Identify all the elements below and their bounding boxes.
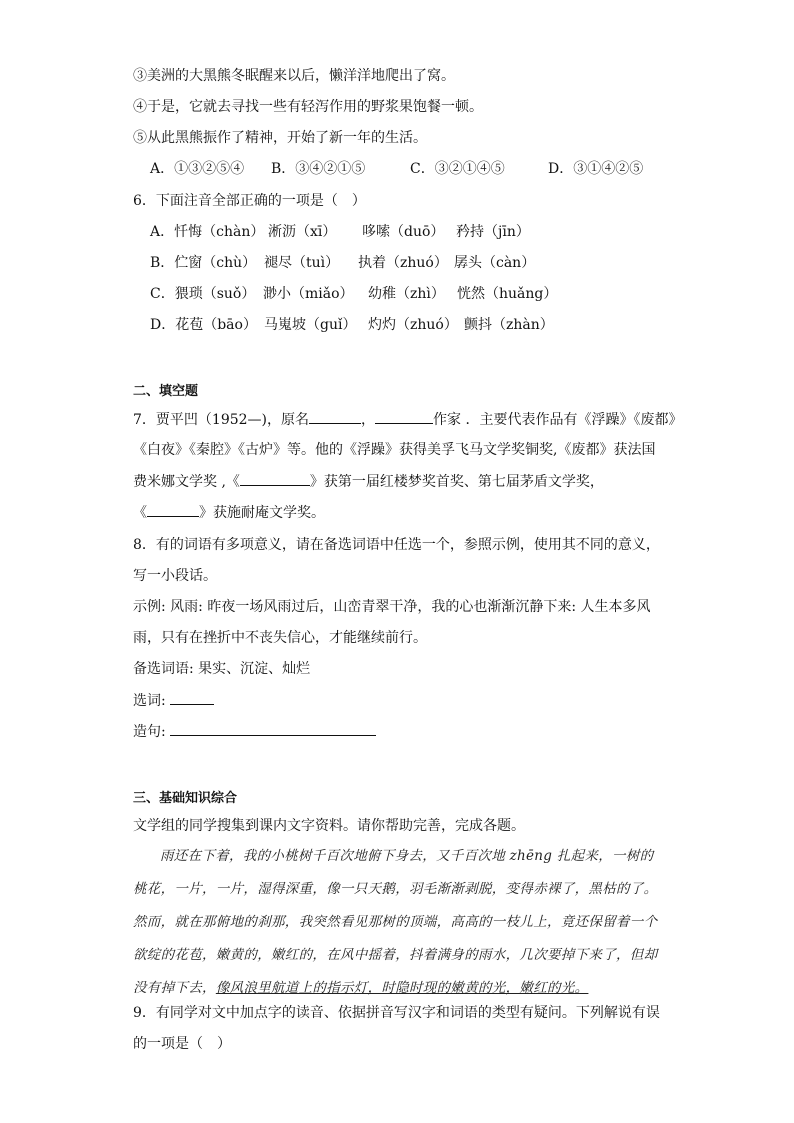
q6-c-4: 恍然（huǎng） bbox=[457, 286, 558, 302]
q6-stem: 6．下面注音全部正确的一项是（ ） bbox=[133, 193, 366, 209]
q8-choose-word: 选词: bbox=[133, 690, 214, 711]
q7-line-1: 7．贾平凹（1952—)，原名 ， 作家 ．主要代表作品有《浮躁》《废都》 bbox=[133, 409, 682, 430]
q7-blank-original-name[interactable] bbox=[309, 409, 361, 424]
q7-line-4: 《 》获施耐庵文学奖。 bbox=[133, 502, 325, 523]
q6-a-3: 哆嗦（duō） bbox=[362, 224, 445, 240]
q6-c-3: 幼稚（zhì） bbox=[368, 286, 445, 302]
q8-sentence-blank[interactable] bbox=[170, 721, 376, 736]
q6-d-2: 马嵬坡（guǐ） bbox=[264, 317, 357, 333]
sentence-5: ⑤从此黑熊振作了精神，开始了新一年的生活。 bbox=[133, 130, 427, 146]
q6-b-3: 执着（zhuó） bbox=[358, 255, 448, 271]
q6-a-1: A．忏悔（chàn） bbox=[150, 224, 265, 240]
q6-d-4: 颤抖（zhàn） bbox=[464, 317, 554, 333]
q8-example-1: 示例: 风雨: 昨夜一场风雨过后，山峦青翠干净，我的心也渐渐沉静下来: 人生本多风 bbox=[133, 599, 651, 615]
q8-make-sentence: 造句: bbox=[133, 721, 376, 742]
q8-candidate-words: 备选词语: 果实、沉淀、灿烂 bbox=[133, 661, 311, 677]
q6-d-3: 灼灼（zhuó） bbox=[368, 317, 458, 333]
q8-word-blank[interactable] bbox=[170, 690, 214, 705]
section3-intro: 文学组的同学搜集到课内文字资料。请你帮助完善，完成各题。 bbox=[133, 818, 525, 834]
q7-line-2: 《白夜》《秦腔》《古炉》等。他的《浮躁》获得美孚飞马文学奖铜奖,《废都》获法国 bbox=[133, 442, 656, 458]
q5-option-d: D．③①④②⑤ bbox=[548, 161, 644, 177]
sentence-3: ③美洲的大黑熊冬眠醒来以后，懒洋洋地爬出了窝。 bbox=[133, 68, 455, 84]
q6-c-1: C．猥琐（suǒ） bbox=[150, 286, 256, 302]
section-heading-fill-in: 二、填空题 bbox=[133, 384, 199, 399]
section-heading-comprehensive: 三、基础知识综合 bbox=[133, 791, 238, 806]
q7-blank-hometown[interactable] bbox=[375, 409, 433, 424]
q8-line-1: 8．有的词语有多项意义，请在备选词语中任选一个，参照示例，使用其不同的意义， bbox=[133, 537, 660, 553]
q9-line-1: 9．有同学对文中加点字的读音、依据拼音写汉字和词语的类型有疑问。下列解说有误 bbox=[133, 1005, 660, 1021]
q6-b-1: B．伫窗（chù） bbox=[150, 255, 257, 271]
q8-line-2: 写一小段话。 bbox=[133, 568, 217, 584]
q6-c-2: 渺小（miǎo） bbox=[263, 286, 354, 302]
q5-option-c: C．③②①④⑤ bbox=[410, 161, 505, 177]
q9-line-2: 的一项是（ ） bbox=[133, 1036, 231, 1052]
q6-a-2: 淅沥（xī） bbox=[268, 224, 337, 240]
q5-option-a: A．①③②⑤④ bbox=[150, 161, 245, 177]
q7-blank-work-2[interactable] bbox=[147, 502, 199, 517]
q6-b-4: 孱头（càn） bbox=[454, 255, 536, 271]
q8-example-2: 雨，只有在挫折中不丧失信心，才能继续前行。 bbox=[133, 630, 427, 646]
reading-passage: 雨还在下着，我的小桃树千百次地俯下身去，又千百次地 zhēng 扎起来，一树的桃花，一片，一片，湿得深重，像一只天鹅，羽毛渐渐剥脱，变得赤裸了，黑枯的了。然而，就在那俯地的刹那，我突然看见那树的顶端，高高的一枝儿上，竟还保留着一个欲绽的花苞，嫩黄的，嫩红的，在风中摇着，抖着满身的雨水，几次要掉下来了，但却没有掉下去，像风浪里航道上的指示灯，时隐时现的嫩黄的光，嫩红的光。 bbox=[133, 848, 658, 996]
q6-d-1: D．花苞（bāo） bbox=[150, 317, 257, 333]
passage-underlined-sentence: 像风浪里航道上的指示灯，时隐时现的嫩黄的光，嫩红的光。 bbox=[215, 980, 589, 996]
sentence-4: ④于是，它就去寻找一些有轻泻作用的野浆果饱餐一顿。 bbox=[133, 99, 483, 115]
q6-a-4: 矜持（jīn） bbox=[456, 224, 530, 240]
q7-line-3: 费米娜文学奖 ,《 》获第一届红楼梦奖首奖、第七届茅盾文学奖， bbox=[133, 471, 604, 492]
q5-option-b: B．③④②①⑤ bbox=[271, 161, 366, 177]
q6-b-2: 褪尽（tuì） bbox=[264, 255, 340, 271]
q7-blank-work-1[interactable] bbox=[240, 471, 310, 486]
